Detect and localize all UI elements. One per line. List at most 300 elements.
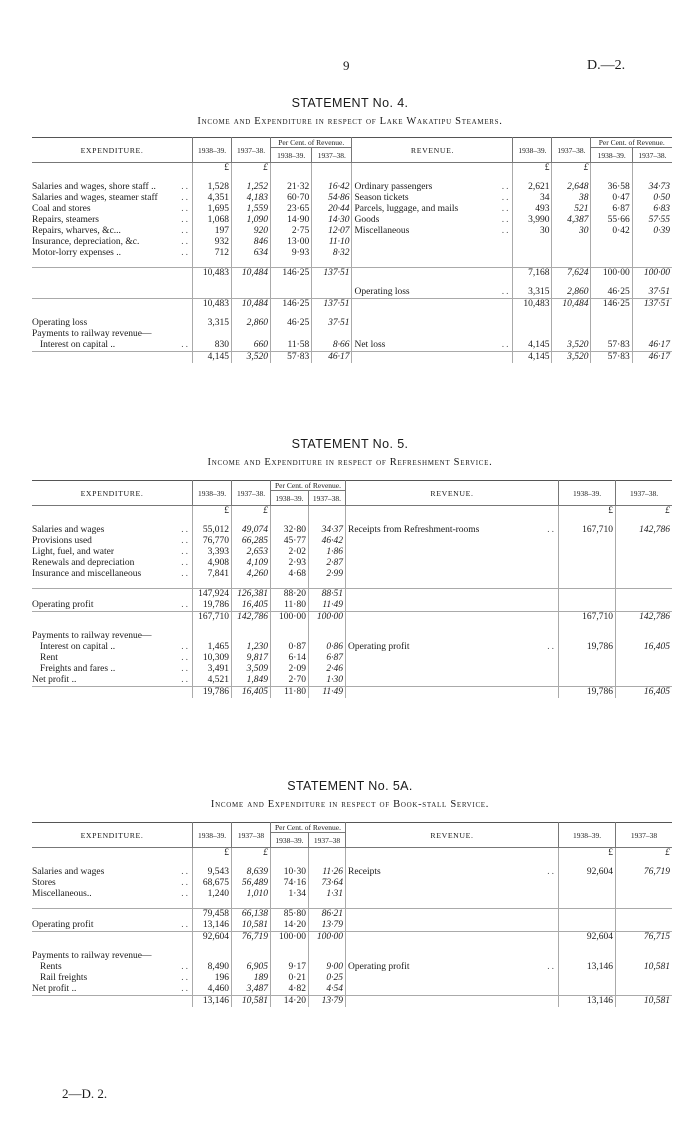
value-cell: 0·39	[632, 226, 672, 237]
row-label-cell	[32, 558, 193, 569]
value-cell: 100·00	[632, 268, 672, 280]
value-cell	[559, 536, 616, 547]
row-label-cell	[32, 889, 193, 900]
spacer-cell	[193, 279, 232, 287]
row-label-cell	[32, 547, 193, 558]
row-label: Season tickets	[354, 193, 409, 203]
value-cell: 55,012	[193, 525, 232, 536]
spacer-cell	[616, 943, 673, 951]
value-cell: 11·58	[271, 340, 312, 352]
value-cell: 30	[552, 226, 591, 237]
value-cell: 23·65	[271, 204, 312, 215]
value-cell: 76,719	[616, 867, 673, 878]
value-cell: £	[552, 163, 591, 175]
value-cell: 13,146	[559, 996, 616, 1008]
value-cell	[271, 951, 309, 962]
row-label-cell	[32, 204, 193, 215]
spacer-cell	[632, 310, 672, 318]
value-cell: 16·42	[312, 182, 352, 193]
row-label-cell	[32, 612, 193, 624]
value-cell: 10,483	[193, 268, 232, 280]
value-cell: 1,559	[232, 204, 271, 215]
statement-title: STATEMENT No. 5A.	[287, 779, 413, 793]
value-cell: 712	[193, 248, 232, 259]
row-label: Miscellaneous..	[32, 889, 92, 899]
value-cell: £	[616, 848, 673, 860]
row-label: Coal and stores	[32, 204, 91, 214]
row-label-cell	[346, 558, 559, 569]
leader-dots: ..	[181, 920, 190, 930]
value-cell: 46·25	[271, 318, 312, 329]
value-cell: 3,520	[552, 340, 591, 352]
row-label-cell	[32, 506, 193, 518]
spacer-cell	[232, 517, 271, 525]
row-label: Salaries and wages, steamer staff	[32, 193, 158, 203]
table-row	[32, 867, 672, 878]
table-row	[32, 996, 672, 1008]
spacer-row	[32, 859, 672, 867]
table-row	[32, 653, 672, 664]
spacer-cell	[552, 174, 591, 182]
row-label-cell	[32, 996, 193, 1008]
table-row	[32, 909, 672, 921]
row-label: Insurance and miscellaneous	[32, 569, 142, 579]
value-cell	[271, 506, 309, 518]
percent-of-revenue-header: Per Cent. of Revenue.	[271, 138, 352, 148]
value-cell: 196	[193, 973, 232, 984]
value-cell: 4,145	[513, 352, 552, 364]
value-cell	[559, 909, 616, 921]
leader-dots: ..	[181, 226, 190, 236]
value-cell	[559, 878, 616, 889]
leader-dots: ..	[181, 536, 190, 546]
row-label-cell	[32, 318, 193, 329]
value-cell: 137·51	[632, 299, 672, 311]
table-row	[32, 299, 672, 311]
table-row	[32, 237, 672, 248]
row-label-cell	[346, 653, 559, 664]
value-cell: 21·32	[271, 182, 312, 193]
row-label-cell	[32, 589, 193, 601]
value-cell: 830	[193, 340, 232, 352]
value-cell: 197	[193, 226, 232, 237]
row-label-cell	[32, 182, 193, 193]
row-label-cell	[352, 182, 513, 193]
value-cell: 137·51	[312, 268, 352, 280]
value-cell: 57·83	[271, 352, 312, 364]
value-cell: 10,581	[232, 920, 271, 932]
value-cell	[559, 653, 616, 664]
value-cell: £	[616, 506, 673, 518]
leader-dots: ..	[181, 204, 190, 214]
table-row	[32, 848, 672, 860]
spacer-cell	[352, 259, 513, 268]
table-row	[32, 932, 672, 944]
value-cell: 0·47	[591, 193, 632, 204]
row-label-cell	[346, 612, 559, 624]
value-cell: 10,309	[193, 653, 232, 664]
row-label: Payments to railway revenue—	[32, 631, 152, 641]
value-cell: 11·49	[308, 687, 345, 699]
value-cell: 4·68	[271, 569, 309, 580]
value-cell	[232, 287, 271, 299]
value-cell: 46·17	[312, 352, 352, 364]
table-row	[32, 182, 672, 193]
row-label-cell	[346, 867, 559, 878]
leader-dots: ..	[181, 973, 190, 983]
value-cell: 2,621	[513, 182, 552, 193]
statement-4-heading	[0, 96, 700, 127]
value-cell: 2·75	[271, 226, 312, 237]
statement-5a-table	[32, 822, 672, 1007]
value-cell	[616, 878, 673, 889]
spacer-cell	[308, 623, 345, 631]
value-cell: 6·87	[308, 653, 345, 664]
row-label: Rent	[40, 653, 58, 663]
percent-1937-38-header: 1937–38	[308, 833, 345, 848]
spacer-cell	[32, 174, 193, 182]
statement-subtitle: Income and Expenditure in respect of Lake Wakatipu Steamers.	[197, 116, 503, 127]
leader-dots: ..	[501, 215, 511, 225]
row-label-cell	[346, 951, 559, 962]
value-cell: 11·80	[271, 687, 309, 699]
value-cell	[632, 237, 672, 248]
value-cell: 932	[193, 237, 232, 248]
row-label-cell	[32, 962, 193, 973]
spacer-cell	[193, 943, 232, 951]
spacer-cell	[271, 580, 309, 589]
row-label-cell	[32, 352, 193, 364]
row-label-cell	[352, 340, 513, 352]
table-row	[32, 226, 672, 237]
row-label-cell	[32, 600, 193, 612]
spacer-cell	[32, 279, 193, 287]
spacer-cell	[232, 943, 271, 951]
value-cell: 38	[552, 193, 591, 204]
row-label-cell	[32, 973, 193, 984]
value-cell	[559, 984, 616, 996]
table-row	[32, 951, 672, 962]
value-cell: 76,770	[193, 536, 232, 547]
spacer-cell	[271, 943, 309, 951]
value-cell: 86·21	[308, 909, 345, 921]
value-cell: £	[559, 848, 616, 860]
row-label: Payments to railway revenue—	[32, 951, 152, 961]
table-row	[32, 687, 672, 699]
spacer-row	[32, 279, 672, 287]
row-label: Freights and fares ..	[40, 664, 116, 674]
value-cell: 3,393	[193, 547, 232, 558]
spacer-cell	[346, 517, 559, 525]
row-label: Operating profit	[32, 920, 94, 930]
value-cell	[616, 675, 673, 687]
row-label: Receipts	[348, 867, 381, 877]
value-cell	[616, 653, 673, 664]
spacer-cell	[232, 623, 271, 631]
leader-dots: ..	[181, 237, 190, 247]
value-cell: 6,905	[232, 962, 271, 973]
value-cell: £	[193, 506, 232, 518]
table-row	[32, 329, 672, 340]
value-cell: 4,183	[232, 193, 271, 204]
percent-1937-38-header: 1937–38.	[308, 491, 345, 506]
value-cell: 11·49	[308, 600, 345, 612]
spacer-cell	[346, 859, 559, 867]
table-row	[32, 889, 672, 900]
leader-dots: ..	[181, 193, 190, 203]
value-cell	[513, 237, 552, 248]
value-cell: 37·51	[632, 287, 672, 299]
row-label-cell	[32, 340, 193, 352]
value-cell	[308, 951, 345, 962]
value-cell: 74·16	[271, 878, 309, 889]
value-cell: 3,315	[193, 318, 232, 329]
value-cell: 2,653	[232, 547, 271, 558]
value-cell: 0·25	[308, 973, 345, 984]
value-cell	[513, 318, 552, 329]
value-cell: 14·20	[271, 996, 309, 1008]
value-cell: 8·66	[312, 340, 352, 352]
value-cell: 1,695	[193, 204, 232, 215]
value-cell: 100·00	[271, 612, 309, 624]
table-row	[32, 920, 672, 932]
leader-dots: ..	[181, 984, 190, 994]
spacer-cell	[559, 580, 616, 589]
value-cell	[271, 848, 309, 860]
value-cell: 167,710	[559, 525, 616, 536]
row-label-cell	[32, 237, 193, 248]
spacer-cell	[513, 174, 552, 182]
spacer-cell	[193, 580, 232, 589]
row-label-cell	[352, 352, 513, 364]
value-cell: 13·00	[271, 237, 312, 248]
spacer-cell	[271, 310, 312, 318]
row-label: Rents	[40, 962, 62, 972]
value-cell: 660	[232, 340, 271, 352]
value-cell	[616, 664, 673, 675]
row-label-cell	[32, 525, 193, 536]
spacer-cell	[308, 900, 345, 909]
row-label-cell	[346, 984, 559, 996]
value-cell	[616, 951, 673, 962]
value-cell: 88·51	[308, 589, 345, 601]
row-label-cell	[32, 653, 193, 664]
value-cell: £	[513, 163, 552, 175]
document-reference: D.—2.	[587, 58, 626, 73]
leader-dots: ..	[501, 287, 511, 297]
row-label-cell	[32, 920, 193, 932]
value-cell	[616, 984, 673, 996]
year-1938-39-header: 1938–39.	[193, 138, 232, 163]
spacer-cell	[308, 943, 345, 951]
value-cell: 2·99	[308, 569, 345, 580]
row-label-cell	[32, 631, 193, 642]
row-label-cell	[346, 962, 559, 973]
value-cell: 4,109	[232, 558, 271, 569]
spacer-cell	[552, 259, 591, 268]
spacer-cell	[513, 259, 552, 268]
spacer-cell	[232, 859, 271, 867]
row-label: Stores	[32, 878, 56, 888]
year-1938-39-header: 1938–39.	[193, 481, 232, 506]
row-label-cell	[32, 248, 193, 259]
value-cell	[616, 589, 673, 601]
spacer-row	[32, 623, 672, 631]
value-cell: £	[232, 506, 271, 518]
leader-dots: ..	[181, 340, 190, 350]
spacer-row	[32, 580, 672, 589]
spacer-cell	[346, 943, 559, 951]
value-cell: 146·25	[271, 268, 312, 280]
table-row	[32, 204, 672, 215]
row-label: Goods	[354, 215, 380, 225]
value-cell	[559, 951, 616, 962]
value-cell: 4,260	[232, 569, 271, 580]
value-cell: 76,719	[232, 932, 271, 944]
row-label-cell	[346, 506, 559, 518]
value-cell: 146·25	[271, 299, 312, 311]
value-cell: 32·80	[271, 525, 309, 536]
spacer-cell	[308, 517, 345, 525]
value-cell	[559, 558, 616, 569]
expenditure-header: EXPENDITURE.	[32, 481, 193, 506]
leader-dots: ..	[181, 962, 190, 972]
year-1938-39-header: 1938–39.	[193, 823, 232, 848]
value-cell: 1·30	[308, 675, 345, 687]
value-cell: 1,240	[193, 889, 232, 900]
row-label-cell	[352, 287, 513, 299]
spacer-cell	[346, 580, 559, 589]
value-cell: 167,710	[193, 612, 232, 624]
leader-dots: ..	[181, 867, 190, 877]
row-label-cell	[346, 889, 559, 900]
row-label-cell	[352, 299, 513, 311]
value-cell: 9·00	[308, 962, 345, 973]
value-cell	[559, 589, 616, 601]
value-cell: 7,841	[193, 569, 232, 580]
spacer-cell	[616, 580, 673, 589]
value-cell: 10,581	[616, 996, 673, 1008]
value-cell	[616, 973, 673, 984]
value-cell: 4,460	[193, 984, 232, 996]
value-cell: 16,405	[232, 687, 271, 699]
value-cell: 167,710	[559, 612, 616, 624]
value-cell: 8·32	[312, 248, 352, 259]
value-cell: 34	[513, 193, 552, 204]
statement-subtitle: Income and Expenditure in respect of Refreshment Service.	[207, 457, 493, 468]
row-label: Salaries and wages	[32, 867, 105, 877]
value-cell: 1,849	[232, 675, 271, 687]
value-cell: 2·93	[271, 558, 309, 569]
spacer-cell	[616, 623, 673, 631]
value-cell: 3,509	[232, 664, 271, 675]
spacer-cell	[559, 900, 616, 909]
value-cell: 34·37	[308, 525, 345, 536]
value-cell: 54·86	[312, 193, 352, 204]
row-label-cell	[32, 215, 193, 226]
row-label: Interest on capital ..	[40, 642, 116, 652]
value-cell: 11·26	[308, 867, 345, 878]
row-label-cell	[32, 909, 193, 921]
leader-dots: ..	[181, 558, 190, 568]
spacer-cell	[559, 517, 616, 525]
value-cell: 1,528	[193, 182, 232, 193]
percent-1938-39-header: 1938–39.	[591, 148, 632, 163]
spacer-cell	[271, 900, 309, 909]
value-cell	[616, 547, 673, 558]
value-cell: 56,489	[232, 878, 271, 889]
value-cell: 55·66	[591, 215, 632, 226]
value-cell	[616, 600, 673, 612]
value-cell	[271, 287, 312, 299]
row-label-cell	[32, 569, 193, 580]
table-row	[32, 642, 672, 653]
spacer-cell	[616, 517, 673, 525]
year-1937-38-header: 1937–38.	[616, 481, 673, 506]
value-cell	[312, 329, 352, 340]
value-cell: 13·79	[308, 920, 345, 932]
value-cell: 1,465	[193, 642, 232, 653]
value-cell: 2,648	[552, 182, 591, 193]
row-label: Operating profit	[348, 642, 410, 652]
leader-dots: ..	[547, 642, 556, 652]
table-row	[32, 675, 672, 687]
value-cell: 85·80	[271, 909, 309, 921]
value-cell: £	[193, 848, 232, 860]
value-cell: 1·31	[308, 889, 345, 900]
spacer-cell	[591, 310, 632, 318]
spacer-cell	[32, 900, 193, 909]
value-cell: 30	[513, 226, 552, 237]
table-row	[32, 193, 672, 204]
value-cell	[312, 163, 352, 175]
spacer-row	[32, 900, 672, 909]
spacer-row	[32, 943, 672, 951]
statement-5a-heading	[0, 779, 700, 810]
row-label-cell	[346, 848, 559, 860]
value-cell: 0·86	[308, 642, 345, 653]
row-label-cell	[346, 687, 559, 699]
value-cell	[193, 631, 232, 642]
table-row	[32, 558, 672, 569]
value-cell: 49,074	[232, 525, 271, 536]
value-cell: 1,252	[232, 182, 271, 193]
row-label-cell	[32, 984, 193, 996]
spacer-cell	[308, 580, 345, 589]
value-cell	[632, 248, 672, 259]
value-cell: £	[232, 163, 271, 175]
value-cell	[616, 558, 673, 569]
spacer-cell	[352, 279, 513, 287]
expenditure-header: EXPENDITURE.	[32, 138, 193, 163]
spacer-cell	[193, 900, 232, 909]
value-cell	[616, 569, 673, 580]
row-label: Light, fuel, and water	[32, 547, 115, 557]
value-cell: 6·14	[271, 653, 309, 664]
leader-dots: ..	[501, 193, 511, 203]
value-cell: 2·02	[271, 547, 309, 558]
value-cell: 45·77	[271, 536, 309, 547]
value-cell: 2·87	[308, 558, 345, 569]
percent-of-revenue-header: Per Cent. of Revenue.	[591, 138, 672, 148]
row-label-cell	[32, 299, 193, 311]
table-row	[32, 600, 672, 612]
value-cell: 142,786	[232, 612, 271, 624]
spacer-cell	[513, 279, 552, 287]
value-cell	[616, 631, 673, 642]
spacer-cell	[552, 279, 591, 287]
row-label-cell	[32, 848, 193, 860]
